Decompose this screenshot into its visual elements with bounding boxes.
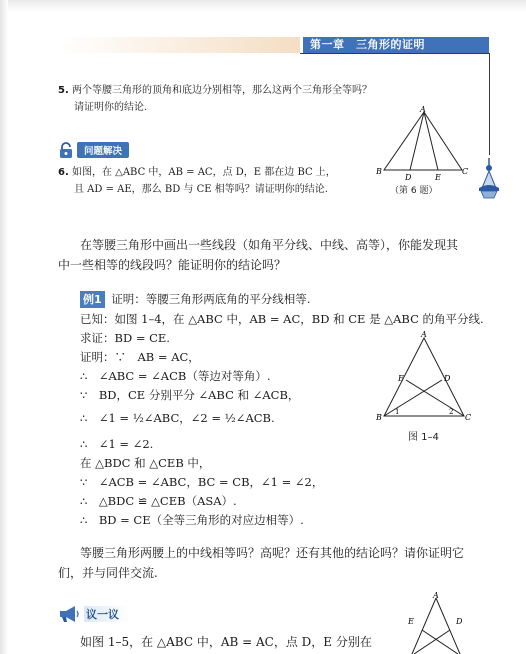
fig15-label-a: A [433, 592, 439, 600]
fig14-angle-1: 1 [395, 408, 400, 416]
fig14-label-a: A [421, 330, 427, 339]
segment-ae [410, 112, 424, 170]
page-left-edge [0, 0, 8, 654]
example-1-title: 证明：等腰三角形两底角的平分线相等. [111, 292, 311, 306]
section-problem-solving [58, 141, 129, 158]
example-badge: 例1 [80, 291, 105, 308]
fig14-angle-2: 2 [449, 408, 454, 416]
label-c: C [462, 167, 469, 176]
header-separator [300, 37, 303, 53]
problem-6-line-2: 且 AD = AE，那么 BD 与 CE 相等吗？请证明你的结论. [74, 184, 328, 195]
figure-1-5 [400, 592, 470, 654]
megaphone-icon [58, 605, 80, 623]
paragraph-3-line-1: 如图 1–5，在 △ABC 中，AB = AC，点 D，E 分别在 [80, 635, 372, 649]
triangle-abc-14 [384, 338, 464, 416]
example-1-line-11: ∴ BD = CE（全等三角形的对应边相等）. [80, 513, 304, 527]
chapter-header [300, 37, 489, 53]
problem-6-number: 6. [58, 167, 69, 178]
margin-ornament-icon [476, 158, 502, 200]
section-discuss [58, 605, 129, 623]
problem-5 [58, 84, 372, 98]
problem-5-line-1: 两个等腰三角形的顶角和底边分别相等，那么这两个三角形全等吗？ [71, 85, 372, 96]
paragraph-2-line-2: 们，并与同伴交流. [58, 566, 158, 580]
section-problem-solving-label: 问题解决 [77, 142, 129, 158]
problem-6-line-2-wrap [74, 183, 328, 197]
example-1-line-10: ∴ △BDC ≌ △CEB（ASA）. [80, 494, 237, 508]
figure-1-4 [372, 330, 472, 424]
intro-line-1: 在等腰三角形中画出一些线段（如角平分线、中线、高等），你能发现其 [80, 238, 459, 252]
segment-ad [424, 112, 438, 170]
problem-5-number: 5. [58, 85, 69, 96]
problem-5-line-2-wrap [74, 101, 147, 115]
example-1-line-4: ∴ ∠ABC = ∠ACB（等边对等角）. [80, 369, 271, 383]
example-1-line-1: 已知：如图 1–4，在 △ABC 中，AB = AC，BD 和 CE 是 △ABC 的角平分线. [80, 312, 484, 326]
example-1-line-7: ∴ ∠1 = ∠2. [80, 437, 154, 451]
label-d: D [405, 173, 412, 182]
fig14-label-c: C [465, 413, 472, 422]
intro-line-2: 中一些相等的线段吗？能证明你的结论吗？ [58, 258, 287, 272]
example-1-line-2: 求证：BD = CE. [80, 331, 170, 345]
label-e: E [435, 173, 441, 182]
fig15-label-d: D [456, 617, 463, 626]
section-discuss-label: 议一议 [84, 606, 129, 622]
problem-6-line-1: 如图，在 △ABC 中，AB = AC，点 D，E 都在边 BC 上， [71, 167, 336, 178]
label-a: A [420, 105, 426, 114]
page-top-edge [0, 0, 526, 12]
chapter-title: 第一章 三角形的证明 [310, 38, 425, 51]
fig14-label-d: D [444, 374, 451, 383]
example-1-line-5: ∵ BD，CE 分别平分 ∠ABC 和 ∠ACB， [80, 388, 300, 402]
triangle-abc [384, 112, 462, 170]
header-decoration [60, 37, 310, 53]
figure-6-caption: （第 6 题） [390, 186, 438, 196]
example-1-line-6: ∴ ∠1 = ½∠ABC，∠2 = ½∠ACB. [80, 411, 275, 425]
figure-1-4-caption: 图 1–4 [408, 432, 439, 443]
fig14-label-e: E [398, 374, 404, 383]
example-1-line-9: ∵ ∠ACB = ∠ABC，BC = CB，∠1 = ∠2， [80, 475, 324, 489]
problem-5-line-2: 请证明你的结论. [74, 102, 148, 113]
header-rule [300, 53, 489, 54]
example-1-line-8: 在 △BDC 和 △CEB 中， [80, 456, 211, 470]
fig14-label-b: B [376, 413, 382, 422]
paragraph-2-line-1: 等腰三角形两腰上的中线相等吗？高呢？还有其他的结论吗？请你证明它 [80, 546, 465, 560]
label-b: B [376, 167, 382, 176]
fig15-label-e: E [408, 617, 414, 626]
example-1-line-3: 证明：∵ AB = AC， [80, 350, 200, 364]
problem-6 [58, 166, 336, 180]
margin-rule [489, 53, 490, 155]
example-1-heading [80, 291, 310, 308]
lock-icon [58, 142, 74, 158]
